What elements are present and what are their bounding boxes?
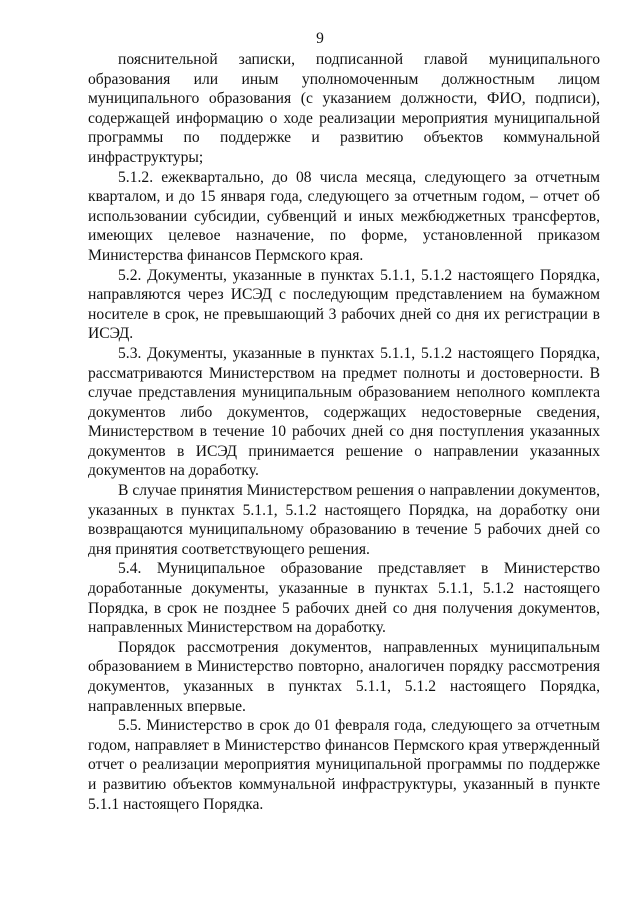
paragraph-5-5: 5.5. Министерство в срок до 01 февраля года, следующего за отчетным годом, направляет в Министерство финансов Пермского края утвержденный отчет о реализации мероприятия муниципальной программы по поддержке и развитию объектов коммунальной инфраструктуры, указанный в пункте 5.1.1 настоящего Порядка. — [88, 717, 600, 813]
paragraph-explanatory-note: пояснительной записки, подписанной главой муниципального образования или иным уполномоченным должностным лицом муниципального образования (с указанием должности, ФИО, подписи), содержащей информацию о ходе реализации мероприятия муниципальной программы по поддержке и развитию объектов коммунальной инфраструктуры; — [88, 51, 600, 166]
paragraph-5-4: 5.4. Муниципальное образование представляет в Министерство доработанные документы, указанные в пунктах 5.1.1, 5.1.2 настоящего Порядка, в срок не позднее 5 рабочих дней со дня получения документов, направленных Министерством на доработку. — [88, 560, 600, 637]
paragraph-5-1-2: 5.1.2. ежеквартально, до 08 числа месяца, следующего за отчетным кварталом, и до 15 января года, следующего за отчетным годом, – отчет об использовании субсидии, субвенций и иных межбюджетных трансфертов, имеющих целевое назначение, по форме, установленной приказом Министерства финансов Пермского края. — [88, 168, 600, 264]
document-body — [88, 50, 600, 814]
paragraph-5-2: 5.2. Документы, указанные в пунктах 5.1.1, 5.1.2 настоящего Порядка, направляются через ИСЭД с последующим представлением на бумажном носителе в срок, не превышающий 3 рабочих дней со дня их регистрации в ИСЭД. — [88, 266, 600, 343]
page-number: 9 — [316, 30, 324, 47]
paragraph-5-3: 5.3. Документы, указанные в пунктах 5.1.1, 5.1.2 настоящего Порядка, рассматриваются Министерством на предмет полноты и достоверности. В случае представления муниципальным образованием неполного комплекта документов либо документов, содержащих недостоверные сведения, Министерством в течение 10 рабочих дней со дня поступления указанных документов в ИСЭД принимается решение о направлении указанных документов на доработку. — [88, 344, 600, 480]
paragraph-5-4-review-order: Порядок рассмотрения документов, направленных муниципальным образованием в Министерство повторно, аналогичен порядку рассмотрения документов, указанных в пунктах 5.1.1, 5.1.2 настоящего Порядка, направленных впервые. — [88, 638, 600, 715]
paragraph-5-3-return: В случае принятия Министерством решения о направлении документов, указанных в пунктах 5.1.1, 5.1.2 настоящего Порядка, на доработку они возвращаются муниципальному образованию в течение 5 рабочих дней со дня принятия соответствующего решения. — [88, 482, 600, 558]
